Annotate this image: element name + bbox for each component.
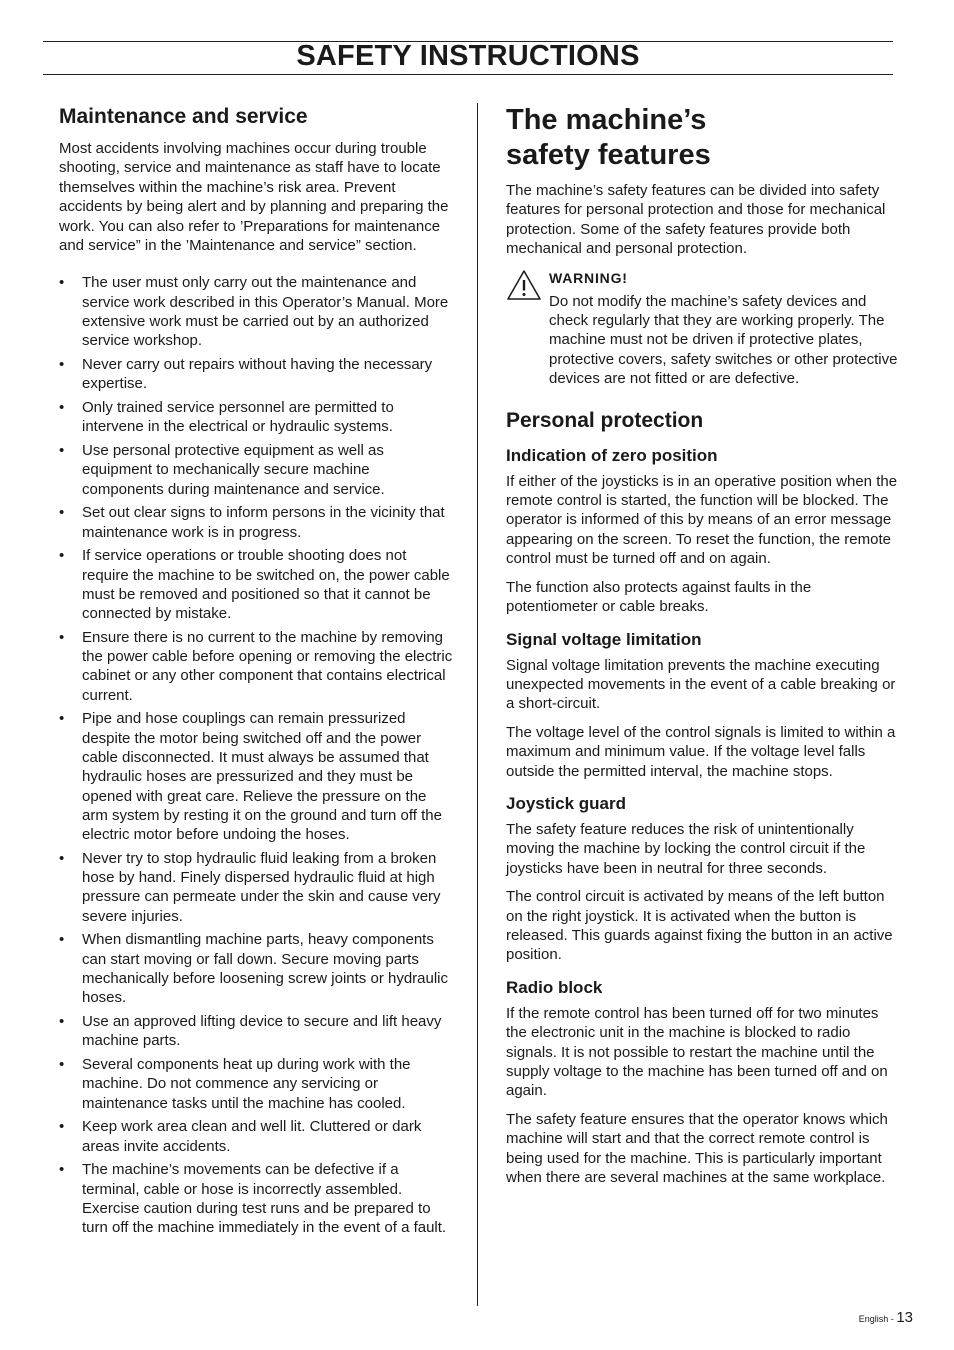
bullet-text: If service operations or trouble shooting does not require the machine to be switched on, the power cable must be removed and positioned so that it cannot be connected by mistake.	[82, 547, 450, 623]
bullet-text: Use an approved lifting device to secure and lift heavy machine parts.	[82, 1013, 442, 1050]
section-paragraph: If the remote control has been turned off for two minutes the electronic unit in the machine is blocked to radio signals. It is not possible to restart the machine until the supply voltage to the machine has been turned off and on again.	[506, 1004, 888, 1100]
section-paragraph: If either of the joysticks is in an operative position when the remote control is started, the function will be blocked. The operator is informed of this by means of an error message appearing on the screen. To reset the function, the remote control must be turned off and on again.	[506, 472, 898, 568]
bullet-marker: •	[59, 399, 65, 416]
left-column	[59, 103, 454, 1242]
bullet-marker: •	[59, 356, 65, 374]
maintenance-bullet-list	[59, 273, 454, 1237]
warning-label: WARNING!	[549, 269, 628, 286]
safety-features-intro: The machine’s safety features can be divided into safety features for personal protection and those for mechanical protection. Some of the safety features provide both mechanical and personal protection.	[506, 182, 886, 258]
bullet-item	[59, 1055, 454, 1113]
bullet-text: Keep work area clean and well lit. Cluttered or dark areas invite accidents.	[82, 1118, 422, 1155]
section-heading: Joystick guard	[506, 793, 626, 813]
bullet-marker: •	[59, 504, 65, 522]
section-heading: Indication of zero position	[506, 445, 718, 465]
warning-text: Do not modify the machine’s safety devices and check regularly that they are working properly. The machine must not be driven if protective plates, protective covers, safety switches or other protective devices are not fitted or are defective.	[549, 292, 898, 388]
bullet-text: When dismantling machine parts, heavy components can start moving or fall down. Secure moving parts mechanically before loosening screw joints or hydraulic hoses.	[82, 931, 449, 1007]
bullet-item	[59, 355, 454, 394]
bullet-text: Only trained service personnel are permitted to intervene in the electrical or hydraulic systems.	[82, 399, 394, 436]
personal-protection-heading: Personal protection	[506, 408, 704, 432]
bullet-marker: •	[59, 1056, 65, 1074]
bullet-marker: •	[59, 628, 65, 646]
page-title: SAFETY INSTRUCTIONS	[296, 40, 640, 72]
protection-sections	[506, 445, 899, 1188]
footer-language: English -	[858, 1314, 897, 1324]
bullet-marker: •	[59, 441, 65, 459]
section-paragraph: The control circuit is activated by means of the left button on the right joystick. It is activated when the button is released. This guards against fixing the button in an active position.	[506, 888, 893, 964]
bullet-marker: •	[59, 931, 65, 949]
bullet-text: Pipe and hose couplings can remain pressurized despite the motor being switched off and the power cable disconnected. It must always be assumed that hydraulic hoses are pressurized and they must be opened with great care. Relieve the pressure on the arm system by resting it on the ground and turn off the electric motor before undoing the hoses.	[82, 710, 442, 844]
bullet-text: Several components heat up during work with the machine. Do not commence any servicing or maintenance tasks until the machine has cooled.	[82, 1056, 411, 1112]
bullet-item	[59, 930, 454, 1007]
maintenance-heading: Maintenance and service	[59, 105, 308, 128]
maintenance-intro: Most accidents involving machines occur during trouble shooting, service and maintenance as staff have to locate themselves within the machine’s risk area. Prevent accidents by being alert and by planning and preparing the work. You can also refer to ’Preparations for maintenance and service” in the ’Maintenance and service” section.	[59, 140, 449, 255]
title-line-1: The machine’s	[506, 104, 707, 136]
bullet-item	[59, 628, 454, 705]
header-bottom-rule	[43, 74, 893, 75]
right-column	[506, 103, 899, 1196]
bullet-text: Set out clear signs to inform persons in the vicinity that maintenance work is in progress.	[82, 504, 445, 541]
page-footer	[859, 1309, 913, 1326]
bullet-marker: •	[59, 1013, 65, 1031]
bullet-marker: •	[59, 547, 65, 565]
bullet-text: Never carry out repairs without having the necessary expertise.	[82, 356, 433, 393]
bullet-marker: •	[59, 1161, 65, 1179]
title-line-2: safety features	[506, 139, 711, 171]
bullet-item	[59, 398, 454, 437]
bullet-text: Ensure there is no current to the machine by removing the power cable before opening or removing the electric cabinet or any other component that contains electrical current.	[82, 628, 453, 704]
section-paragraph: The safety feature ensures that the operator knows which machine will start and that the correct remote control is being used for the machine. This is particularly important when there are several machines at the same workplace.	[506, 1110, 888, 1187]
warning-triangle-icon	[506, 269, 542, 301]
bullet-item	[59, 1012, 454, 1051]
bullet-text: Never try to stop hydraulic fluid leaking from a broken hose by hand. Finely dispersed hydraulic fluid at high pressure can permeate under the skin and cause very severe injuries.	[82, 849, 441, 925]
bullet-marker: •	[59, 1118, 65, 1136]
bullet-item	[59, 1117, 454, 1156]
bullet-item	[59, 441, 454, 499]
safety-features-title	[506, 103, 899, 173]
section-paragraph: The voltage level of the control signals is limited to within a maximum and minimum value. If the voltage level falls outside the permitted interval, the machine stops.	[506, 723, 896, 780]
bullet-item	[59, 546, 454, 623]
bullet-item	[59, 273, 454, 350]
bullet-item	[59, 849, 454, 926]
page-number: 13	[896, 1309, 913, 1326]
bullet-marker: •	[59, 274, 65, 292]
section-paragraph: The safety feature reduces the risk of unintentionally moving the machine by locking the control circuit if the joysticks have been in neutral for three seconds.	[506, 820, 866, 877]
bullet-item	[59, 709, 454, 844]
bullet-text: Use personal protective equipment as well as equipment to mechanically secure machine components during maintenance and service.	[82, 441, 385, 498]
bullet-text: The machine’s movements can be defective if a terminal, cable or hose is incorrectly assembled. Exercise caution during test runs and be prepared to turn off the machine immediately in the event of a fault.	[82, 1161, 447, 1237]
column-divider	[477, 103, 478, 1306]
bullet-item	[59, 503, 454, 542]
bullet-marker: •	[59, 710, 65, 728]
bullet-item	[59, 1160, 454, 1237]
bullet-marker: •	[59, 849, 65, 867]
section-paragraph: The function also protects against faults in the potentiometer or cable breaks.	[506, 578, 812, 616]
section-paragraph: Signal voltage limitation prevents the machine executing unexpected movements in the event of a cable breaking or a short-circuit.	[506, 656, 896, 713]
bullet-text: The user must only carry out the maintenance and service work described in this Operator’s Manual. More extensive work must be carried out by an authorized service workshop.	[82, 274, 449, 350]
section-heading: Signal voltage limitation	[506, 629, 702, 649]
warning-box	[506, 269, 899, 389]
section-heading: Radio block	[506, 977, 603, 997]
